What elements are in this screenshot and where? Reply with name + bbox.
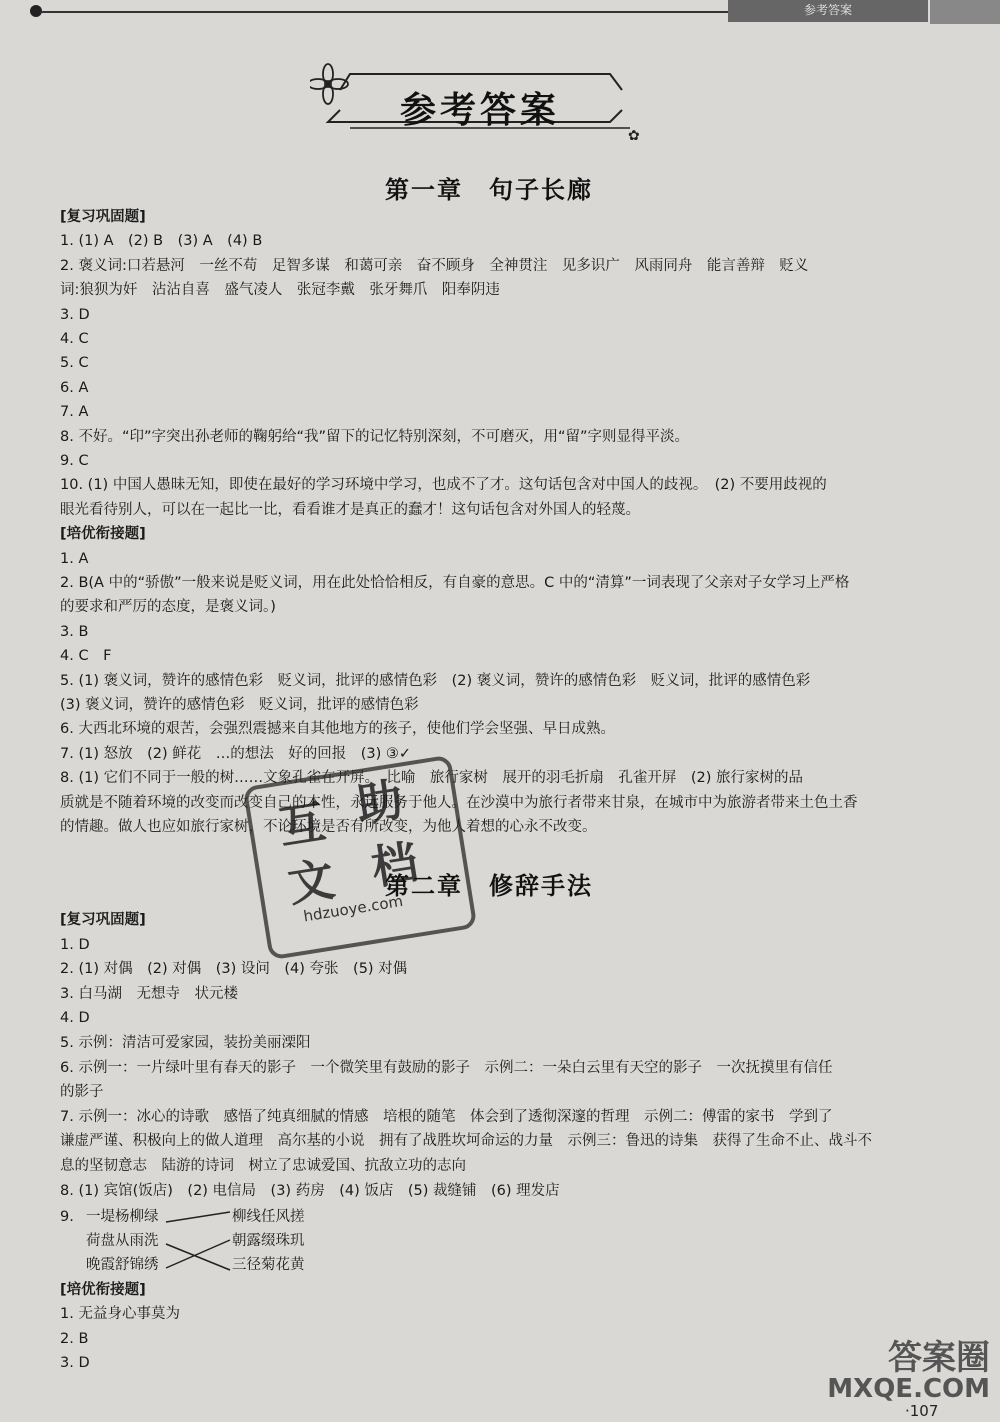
- match-left-3: 晚霞舒锦绣: [86, 1257, 159, 1273]
- header-tab: 参考答案: [728, 0, 928, 22]
- answer-line: 1. (1) A (2) B (3) A (4) B: [60, 233, 263, 250]
- answer-line: 词:狼狈为奸 沾沾自喜 盛气凌人 张冠李戴 张牙舞爪 阳奉阴违: [60, 282, 500, 299]
- answer-line: 1. A: [60, 550, 89, 567]
- answer-line: 3. D: [60, 1355, 90, 1372]
- matching-number: 9.: [60, 1209, 74, 1225]
- answer-line: 6. 大西北环境的艰苦，会强烈震撼来自其他地方的孩子，使他们学会坚强、早日成熟。: [60, 721, 615, 738]
- match-right-2: 朝露缀珠玑: [232, 1233, 305, 1249]
- header-edge: [930, 0, 1000, 24]
- stamp-char-3: 文: [284, 851, 339, 913]
- answer-line: 7. (1) 怒放 (2) 鲜花 …的想法 好的回报 (3) ③✓: [60, 745, 412, 762]
- site-watermark: [827, 1330, 990, 1410]
- answer-line: 3. B: [60, 623, 89, 640]
- match-right-3: 三径菊花黄: [232, 1257, 305, 1273]
- match-right-1: 柳线任风搓: [232, 1209, 305, 1225]
- answer-line: 4. C: [60, 331, 89, 347]
- answer-line: 8. 不好。“印”字突出孙老师的鞠躬给“我”留下的记忆特别深刻，不可磨灭，用“留”字则显得平淡。: [60, 428, 690, 445]
- stamp-char-1: 互: [275, 794, 330, 855]
- answer-line: 6. A: [60, 379, 89, 396]
- answer-line: 息的坚韧意志 陆游的诗词 树立了忠诚爱国、抗敌立功的志向: [60, 1158, 466, 1174]
- stamp-char-4: 档: [367, 834, 422, 895]
- answer-line: 4. D: [60, 1010, 90, 1027]
- answer-line: (3) 褒义词，赞许的感情色彩 贬义词，批评的感情色彩: [60, 697, 419, 713]
- watermark-top: 答案圈: [888, 1338, 990, 1378]
- answer-line: 3. 白马湖 无想寺 状元楼: [60, 985, 238, 1002]
- answer-line: 7. A: [60, 404, 89, 421]
- answer-line: 6. 示例一：一片绿叶里有春天的影子 一个微笑里有鼓励的影子 示例二：一朵白云里有天空的影子 一次抚摸里有信任: [60, 1059, 833, 1076]
- page-title: 参考答案: [400, 89, 561, 131]
- answer-line: 谦虚严谨、积极向上的做人道理 高尔基的小说 拥有了战胜坎坷命运的力量 示例三：鲁迅的诗集 获得了生命不止、战斗不: [60, 1133, 872, 1150]
- match-left-2: 荷盘从雨洗: [86, 1233, 159, 1249]
- answer-line: 4. C F: [60, 648, 112, 665]
- section-label: [培优衔接题]: [60, 1282, 146, 1298]
- answer-line: 8. (1) 它们不同于一般的树……文象孔雀在开屏。 比喻 旅行家树 展开的羽毛折扇 孔雀开屏 (2) 旅行家树的品: [60, 770, 803, 787]
- matching-lines-icon: [160, 1208, 240, 1280]
- answer-line: 2. (1) 对偶 (2) 对偶 (3) 设问 (4) 夸张 (5) 对偶: [60, 961, 408, 978]
- header-bar: [0, 0, 1000, 22]
- answer-line: 5. (1) 褒义词，赞许的感情色彩 贬义词，批评的感情色彩 (2) 褒义词，赞许的感情色彩 贬义词，批评的感情色彩: [60, 672, 811, 689]
- page-number: ·107: [905, 1402, 939, 1420]
- answer-line: 眼光看待别人，可以在一起比一比，看看谁才是真正的蠢才！这句话包含对外国人的轻蔑。: [60, 501, 640, 518]
- match-left-1: 一堤杨柳绿: [86, 1209, 159, 1225]
- answer-line: 的要求和严厉的态度，是褒义词。): [60, 599, 276, 616]
- title-banner: [310, 60, 640, 140]
- chapter-2-heading: 第二章 修辞手法: [385, 871, 593, 900]
- answer-line: 3. D: [60, 306, 90, 323]
- header-rule: [40, 11, 730, 13]
- svg-text:✿: ✿: [628, 128, 640, 140]
- answer-line: 的情趣。做人也应如旅行家树，不论环境是否有所改变，为他人着想的心永不改变。: [60, 819, 597, 835]
- answer-line: 质就是不随着环境的改变而改变自己的本性，永远服务于他人。在沙漠中为旅行者带来甘泉，在城市中为旅游者带来土色土香: [60, 794, 858, 811]
- stamp-url: hdzuoye.com: [302, 891, 405, 926]
- answer-line: 5. 示例：清洁可爱家园，装扮美丽溧阳: [60, 1035, 311, 1051]
- watermark-bottom: MXQE.COM: [827, 1374, 990, 1404]
- answer-line: 2. 褒义词:口若悬河 一丝不苟 足智多谋 和蔼可亲 奋不顾身 全神贯注 见多识广 风雨同舟 能言善辩 贬义: [60, 257, 809, 274]
- section-label: [复习巩固题]: [60, 209, 146, 225]
- stamp-char-2: 助: [352, 771, 407, 833]
- answer-line: 9. C: [60, 453, 89, 469]
- section-label: [复习巩固题]: [60, 912, 146, 928]
- answer-line: 1. 无益身心事莫为: [60, 1306, 180, 1323]
- answer-line: 10. (1) 中国人愚昧无知，即使在最好的学习环境中学习，也成不了才。这句话包含对中国人的歧视。 (2) 不要用歧视的: [60, 477, 827, 494]
- answer-line: 2. B(A 中的“骄傲”一般来说是贬义词，用在此处恰恰相反，有自豪的意思。C 中的“清算”一词表现了父亲对子女学习上严格: [60, 575, 850, 591]
- answer-line: 8. (1) 宾馆(饭店) (2) 电信局 (3) 药房 (4) 饭店 (5) 裁缝铺 (6) 理发店: [60, 1182, 560, 1199]
- answer-line: 5. C: [60, 355, 89, 372]
- chapter-1-heading: 第一章 句子长廊: [385, 175, 593, 204]
- stamp-watermark: [243, 755, 478, 961]
- answer-line: 2. B: [60, 1330, 89, 1347]
- answer-line: 的影子: [60, 1084, 104, 1101]
- answer-line: 7. 示例一：冰心的诗歌 感悟了纯真细腻的情感 培根的随笔 体会到了透彻深邃的哲理 示例二：傅雷的家书 学到了: [60, 1108, 833, 1125]
- answer-line: 1. D: [60, 936, 90, 953]
- section-label: [培优衔接题]: [60, 526, 146, 543]
